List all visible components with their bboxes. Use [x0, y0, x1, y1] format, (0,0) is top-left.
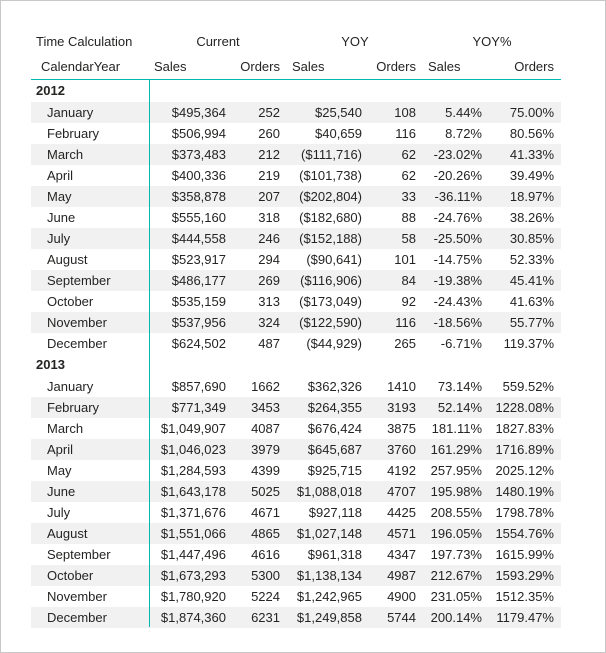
value-cell[interactable]: 5025 [251, 484, 280, 499]
value-cell[interactable]: 18.97% [509, 189, 554, 204]
matrix-table [31, 29, 561, 628]
month-cell[interactable]: December [47, 610, 107, 625]
value-cell[interactable]: 4671 [251, 505, 280, 520]
value-cell[interactable]: $925,715 [307, 463, 362, 478]
value-cell[interactable]: 41.33% [509, 147, 554, 162]
value-cell[interactable]: 119.37% [503, 336, 554, 351]
header-group-yoy[interactable]: YOY [341, 34, 369, 49]
empty-cell [287, 80, 369, 102]
value-cell[interactable]: 252 [258, 105, 280, 120]
value-cell[interactable]: 84 [401, 273, 416, 288]
month-cell[interactable]: November [47, 589, 107, 604]
value-cell[interactable]: $1,874,360 [160, 610, 226, 625]
value-cell[interactable]: $444,558 [171, 231, 226, 246]
value-cell[interactable]: $1,780,920 [160, 589, 226, 604]
value-cell[interactable]: $537,956 [171, 315, 226, 330]
value-cell[interactable]: 246 [258, 231, 280, 246]
value-cell[interactable]: 1615.99% [495, 547, 554, 562]
value-cell[interactable]: $1,551,066 [160, 526, 226, 541]
month-cell[interactable]: December [47, 336, 107, 351]
table-row[interactable] [31, 207, 561, 228]
header-time-calculation[interactable]: Time Calculation [36, 34, 133, 49]
value-cell[interactable]: $25,540 [315, 105, 362, 120]
month-cell[interactable]: March [47, 421, 84, 436]
value-cell[interactable]: $362,326 [307, 379, 362, 394]
value-cell[interactable]: ($122,590) [299, 315, 362, 330]
table-row[interactable] [31, 249, 561, 270]
value-cell[interactable]: 257.95% [430, 463, 482, 478]
value-cell[interactable]: $495,364 [171, 105, 226, 120]
value-cell[interactable]: 4425 [387, 505, 416, 520]
value-cell[interactable]: 1228.08% [495, 400, 554, 415]
value-cell[interactable]: 62 [401, 168, 416, 183]
year-row[interactable] [31, 80, 561, 102]
value-cell[interactable]: 487 [258, 336, 280, 351]
year-row[interactable] [31, 354, 561, 376]
value-cell[interactable]: 212.67% [430, 568, 482, 583]
matrix-body [31, 80, 561, 628]
value-cell[interactable]: ($90,641) [306, 252, 362, 267]
table-row[interactable] [31, 439, 561, 460]
month-cell[interactable]: October [47, 568, 94, 583]
value-cell[interactable]: ($182,680) [299, 210, 362, 225]
value-cell[interactable]: ($152,188) [299, 231, 362, 246]
header-current-sales[interactable]: Sales [154, 59, 187, 74]
value-cell[interactable]: 1480.19% [495, 484, 554, 499]
value-cell[interactable]: $1,249,858 [296, 610, 362, 625]
table-row[interactable] [31, 333, 561, 354]
value-cell[interactable]: 1593.29% [495, 568, 554, 583]
month-cell[interactable]: April [47, 442, 74, 457]
value-cell[interactable]: $1,643,178 [160, 484, 226, 499]
value-cell[interactable]: 200.14% [430, 610, 482, 625]
month-cell[interactable]: January [47, 105, 94, 120]
year-label[interactable]: 2013 [36, 357, 65, 372]
table-row[interactable] [31, 144, 561, 165]
table-row[interactable] [31, 186, 561, 207]
month-cell[interactable]: May [47, 189, 72, 204]
value-cell[interactable]: $645,687 [307, 442, 362, 457]
month-cell[interactable]: February [47, 126, 100, 141]
empty-cell [489, 354, 561, 376]
value-cell[interactable]: 1554.76% [495, 526, 554, 541]
value-cell[interactable]: 4707 [387, 484, 416, 499]
month-cell[interactable]: September [47, 547, 111, 562]
value-cell[interactable]: 4192 [387, 463, 416, 478]
month-cell[interactable]: August [47, 252, 88, 267]
month-cell[interactable]: October [47, 294, 94, 309]
value-cell[interactable]: 4571 [387, 526, 416, 541]
table-row[interactable] [31, 544, 561, 565]
value-cell[interactable]: ($44,929) [306, 336, 362, 351]
table-row[interactable] [31, 270, 561, 291]
value-cell[interactable]: ($202,804) [299, 189, 362, 204]
value-cell[interactable]: $373,483 [171, 147, 226, 162]
value-cell[interactable]: 5744 [387, 610, 416, 625]
value-cell[interactable]: 5300 [251, 568, 280, 583]
year-label[interactable]: 2012 [36, 83, 65, 98]
value-cell[interactable]: 3760 [387, 442, 416, 457]
empty-cell [149, 80, 233, 102]
empty-cell [423, 354, 489, 376]
value-cell[interactable]: 3979 [251, 442, 280, 457]
value-cell[interactable]: 1827.83% [495, 421, 554, 436]
value-cell[interactable]: 55.77% [509, 315, 554, 330]
value-cell[interactable]: 92 [401, 294, 416, 309]
matrix-group-header-row [31, 29, 561, 54]
header-yoy-pct-sales[interactable]: Sales [428, 59, 461, 74]
value-cell[interactable]: 45.41% [509, 273, 554, 288]
value-cell[interactable]: $927,118 [308, 505, 362, 520]
value-cell[interactable]: 313 [258, 294, 280, 309]
value-cell[interactable]: 38.26% [509, 210, 554, 225]
empty-cell [233, 354, 287, 376]
value-cell[interactable]: 5224 [251, 589, 280, 604]
header-yoy-sales[interactable]: Sales [292, 59, 325, 74]
value-cell[interactable]: 219 [258, 168, 280, 183]
value-cell[interactable]: 4347 [387, 547, 416, 562]
month-cell[interactable]: July [47, 505, 71, 520]
value-cell[interactable]: 75.00% [509, 105, 554, 120]
month-cell[interactable]: June [47, 484, 76, 499]
value-cell[interactable]: -19.38% [433, 273, 482, 288]
value-cell[interactable]: ($101,738) [299, 168, 362, 183]
value-cell[interactable]: 4900 [387, 589, 416, 604]
month-cell[interactable]: April [47, 168, 74, 183]
value-cell[interactable]: -24.76% [433, 210, 482, 225]
table-row[interactable] [31, 586, 561, 607]
empty-cell [369, 354, 423, 376]
value-cell[interactable]: $624,502 [171, 336, 226, 351]
value-cell[interactable]: 116 [395, 126, 416, 141]
value-cell[interactable]: 212 [258, 147, 280, 162]
value-cell[interactable]: $857,690 [171, 379, 226, 394]
value-cell[interactable]: $264,355 [307, 400, 362, 415]
value-cell[interactable]: 3875 [387, 421, 416, 436]
month-cell[interactable]: September [47, 273, 111, 288]
table-row[interactable] [31, 607, 561, 628]
value-cell[interactable]: 207 [258, 189, 280, 204]
value-cell[interactable]: ($173,049) [299, 294, 362, 309]
value-cell[interactable]: 88 [401, 210, 416, 225]
value-cell[interactable]: 39.49% [509, 168, 554, 183]
value-cell[interactable]: 269 [258, 273, 280, 288]
value-cell[interactable]: $1,242,965 [296, 589, 362, 604]
value-cell[interactable]: $1,447,496 [160, 547, 226, 562]
table-row[interactable] [31, 165, 561, 186]
value-cell[interactable]: -25.50% [433, 231, 482, 246]
value-cell[interactable]: 73.14% [437, 379, 482, 394]
value-cell[interactable]: 294 [258, 252, 280, 267]
value-cell[interactable]: 4616 [251, 547, 280, 562]
value-cell[interactable]: 101 [394, 252, 416, 267]
value-cell[interactable]: 208.55% [430, 505, 482, 520]
value-cell[interactable]: 1662 [251, 379, 280, 394]
value-cell[interactable]: $486,177 [171, 273, 226, 288]
empty-cell [287, 354, 369, 376]
table-row[interactable] [31, 291, 561, 312]
value-cell[interactable]: 108 [394, 105, 416, 120]
value-cell[interactable]: -20.26% [433, 168, 482, 183]
value-cell[interactable]: $535,159 [171, 294, 226, 309]
value-cell[interactable]: $40,659 [315, 126, 362, 141]
value-cell[interactable]: -14.75% [433, 252, 482, 267]
value-cell[interactable]: $1,673,293 [160, 568, 226, 583]
month-cell[interactable]: June [47, 210, 76, 225]
header-current-orders[interactable]: Orders [240, 59, 280, 74]
value-cell[interactable]: $358,878 [171, 189, 226, 204]
value-cell[interactable]: -36.11% [434, 189, 482, 204]
matrix-column-header-row [31, 54, 561, 80]
table-row[interactable] [31, 123, 561, 144]
value-cell[interactable]: 1716.89% [495, 442, 554, 457]
value-cell[interactable]: ($116,906) [300, 273, 362, 288]
value-cell[interactable]: 2025.12% [495, 463, 554, 478]
value-cell[interactable]: $1,371,676 [160, 505, 226, 520]
value-cell[interactable]: 559.52% [502, 379, 554, 394]
value-cell[interactable]: 197.73% [430, 547, 482, 562]
value-cell[interactable]: 80.56% [509, 126, 554, 141]
value-cell[interactable]: 52.33% [509, 252, 554, 267]
value-cell[interactable]: 161.29% [430, 442, 482, 457]
month-cell[interactable]: February [47, 400, 100, 415]
empty-cell [489, 80, 561, 102]
header-group-current[interactable]: Current [196, 34, 240, 49]
value-cell[interactable]: $961,318 [307, 547, 362, 562]
value-cell[interactable]: $506,994 [171, 126, 226, 141]
value-cell[interactable]: 3193 [387, 400, 416, 415]
table-row[interactable] [31, 312, 561, 333]
month-cell[interactable]: January [47, 379, 94, 394]
month-cell[interactable]: August [47, 526, 88, 541]
value-cell[interactable]: -18.56% [433, 315, 482, 330]
value-cell[interactable]: ($111,716) [301, 147, 362, 162]
value-cell[interactable]: 324 [258, 315, 280, 330]
table-row[interactable] [31, 418, 561, 439]
empty-cell [423, 80, 489, 102]
value-cell[interactable]: 6231 [251, 610, 280, 625]
value-cell[interactable]: 5.44% [445, 105, 482, 120]
value-cell[interactable]: 1410 [387, 379, 416, 394]
value-cell[interactable]: 62 [401, 147, 416, 162]
value-cell[interactable]: 33 [401, 189, 416, 204]
value-cell[interactable]: $1,046,023 [160, 442, 226, 457]
value-cell[interactable]: $1,049,907 [160, 421, 226, 436]
value-cell[interactable]: 1179.47% [496, 610, 554, 625]
value-cell[interactable]: 318 [258, 210, 280, 225]
value-cell[interactable]: 4987 [387, 568, 416, 583]
table-row[interactable] [31, 460, 561, 481]
table-row[interactable] [31, 376, 561, 397]
value-cell[interactable]: $400,336 [171, 168, 226, 183]
value-cell[interactable]: 30.85% [509, 231, 554, 246]
value-cell[interactable]: $771,349 [171, 400, 226, 415]
month-cell[interactable]: November [47, 315, 107, 330]
value-cell[interactable]: 4399 [251, 463, 280, 478]
empty-cell [233, 80, 287, 102]
value-cell[interactable]: 1512.35% [495, 589, 554, 604]
value-cell[interactable]: $523,917 [171, 252, 226, 267]
value-cell[interactable]: 58 [401, 231, 416, 246]
table-row[interactable] [31, 565, 561, 586]
value-cell[interactable]: 196.05% [430, 526, 482, 541]
value-cell[interactable]: 181.11% [431, 421, 482, 436]
value-cell[interactable]: $555,160 [171, 210, 226, 225]
value-cell[interactable]: 8.72% [445, 126, 482, 141]
value-cell[interactable]: 195.98% [430, 484, 482, 499]
table-row[interactable] [31, 397, 561, 418]
value-cell[interactable]: 4865 [251, 526, 280, 541]
value-cell[interactable]: -24.43% [433, 294, 482, 309]
header-calendaryear[interactable]: CalendarYear [41, 59, 121, 74]
table-row[interactable] [31, 102, 561, 123]
value-cell[interactable]: 4087 [251, 421, 280, 436]
empty-cell [369, 80, 423, 102]
value-cell[interactable]: 260 [258, 126, 280, 141]
table-row[interactable] [31, 523, 561, 544]
header-yoy-pct-orders[interactable]: Orders [514, 59, 554, 74]
value-cell[interactable]: $1,088,018 [296, 484, 362, 499]
header-yoy-orders[interactable]: Orders [376, 59, 416, 74]
value-cell[interactable]: 231.05% [430, 589, 482, 604]
value-cell[interactable]: 3453 [251, 400, 280, 415]
value-cell[interactable]: 41.63% [509, 294, 554, 309]
value-cell[interactable]: -6.71% [440, 336, 482, 351]
empty-cell [149, 354, 233, 376]
value-cell[interactable]: -23.02% [433, 147, 482, 162]
value-cell[interactable]: 265 [394, 336, 416, 351]
month-cell[interactable]: May [47, 463, 72, 478]
value-cell[interactable]: $1,138,134 [296, 568, 362, 583]
table-row[interactable] [31, 228, 561, 249]
row-header-divider [149, 79, 150, 627]
month-cell[interactable]: July [47, 231, 71, 246]
value-cell[interactable]: 116 [395, 315, 416, 330]
month-cell[interactable]: March [47, 147, 84, 162]
table-row[interactable] [31, 502, 561, 523]
header-group-yoy-pct[interactable]: YOY% [472, 34, 512, 49]
value-cell[interactable]: 1798.78% [495, 505, 554, 520]
value-cell[interactable]: $1,027,148 [296, 526, 362, 541]
value-cell[interactable]: 52.14% [437, 400, 482, 415]
value-cell[interactable]: $1,284,593 [160, 463, 226, 478]
value-cell[interactable]: $676,424 [307, 421, 362, 436]
table-row[interactable] [31, 481, 561, 502]
